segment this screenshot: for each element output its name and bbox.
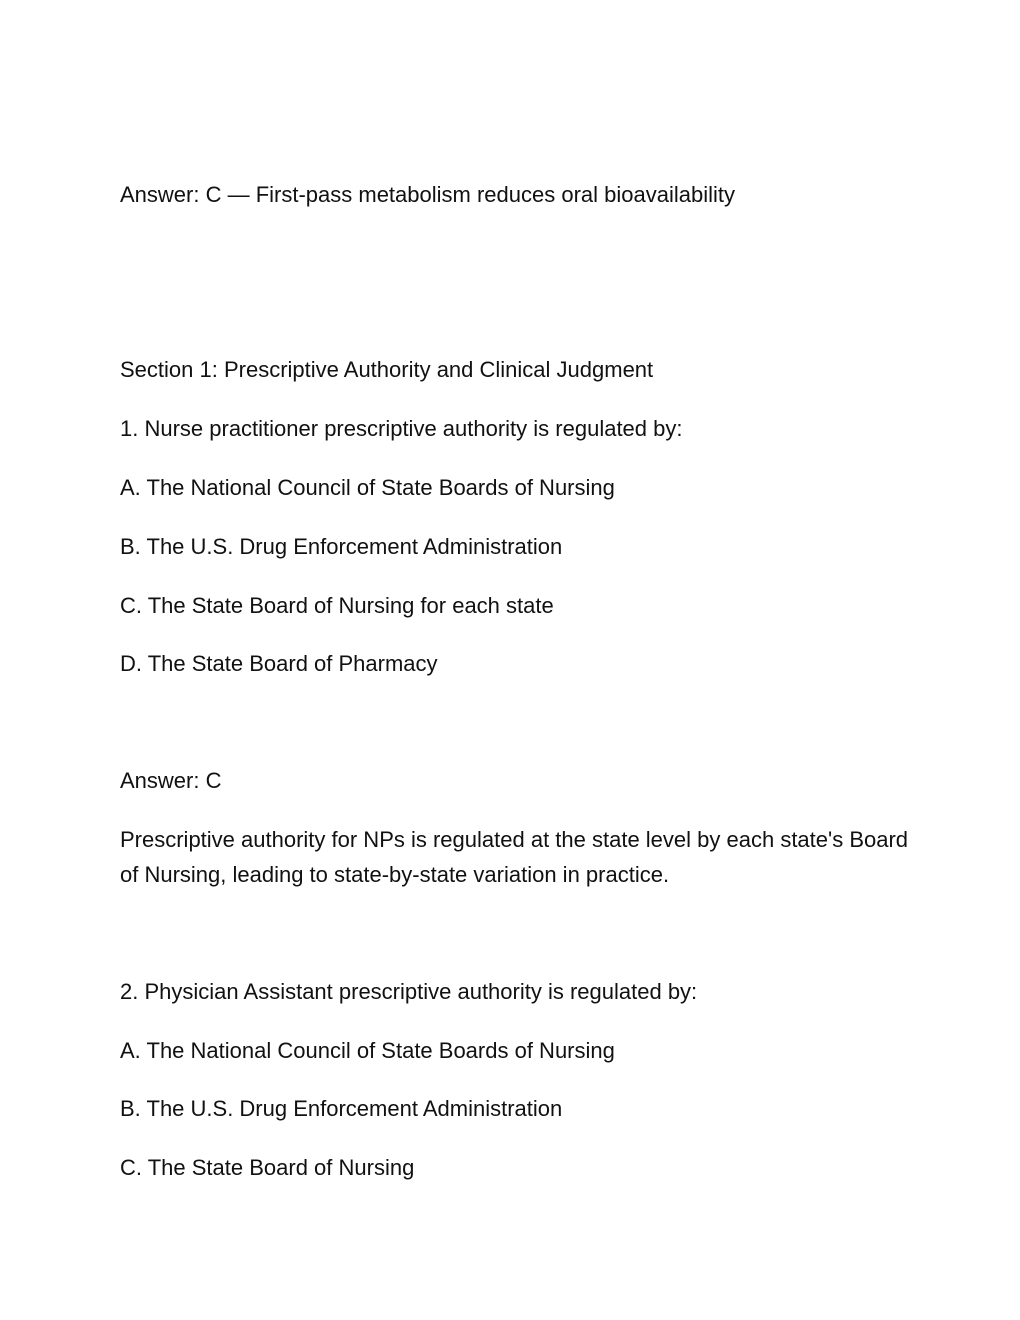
- question-2-option-c: C. The State Board of Nursing: [120, 1155, 415, 1180]
- question-2-prompt: 2. Physician Assistant prescriptive authority is regulated by:: [120, 979, 698, 1004]
- previous-answer-text: Answer: C — First-pass metabolism reduces oral bioavailability: [120, 182, 735, 207]
- question-2-option-a: A. The National Council of State Boards of Nursing: [120, 1038, 615, 1063]
- question-1-prompt: 1. Nurse practitioner prescriptive authority is regulated by:: [120, 416, 683, 441]
- question-1-option-b: B. The U.S. Drug Enforcement Administration: [120, 534, 563, 559]
- question-1-explanation: Prescriptive authority for NPs is regulated at the state level by each state's Board of Nursing, leading to state-by-state variation in practice.: [120, 827, 909, 887]
- question-1-option-a: A. The National Council of State Boards of Nursing: [120, 475, 615, 500]
- question-2-option-b: B. The U.S. Drug Enforcement Administration: [120, 1096, 563, 1121]
- question-1-option-c: C. The State Board of Nursing for each state: [120, 593, 554, 618]
- question-1-option-d: D. The State Board of Pharmacy: [120, 651, 438, 676]
- section-heading: Section 1: Prescriptive Authority and Clinical Judgment: [120, 357, 654, 382]
- question-1-answer: Answer: C: [120, 768, 222, 793]
